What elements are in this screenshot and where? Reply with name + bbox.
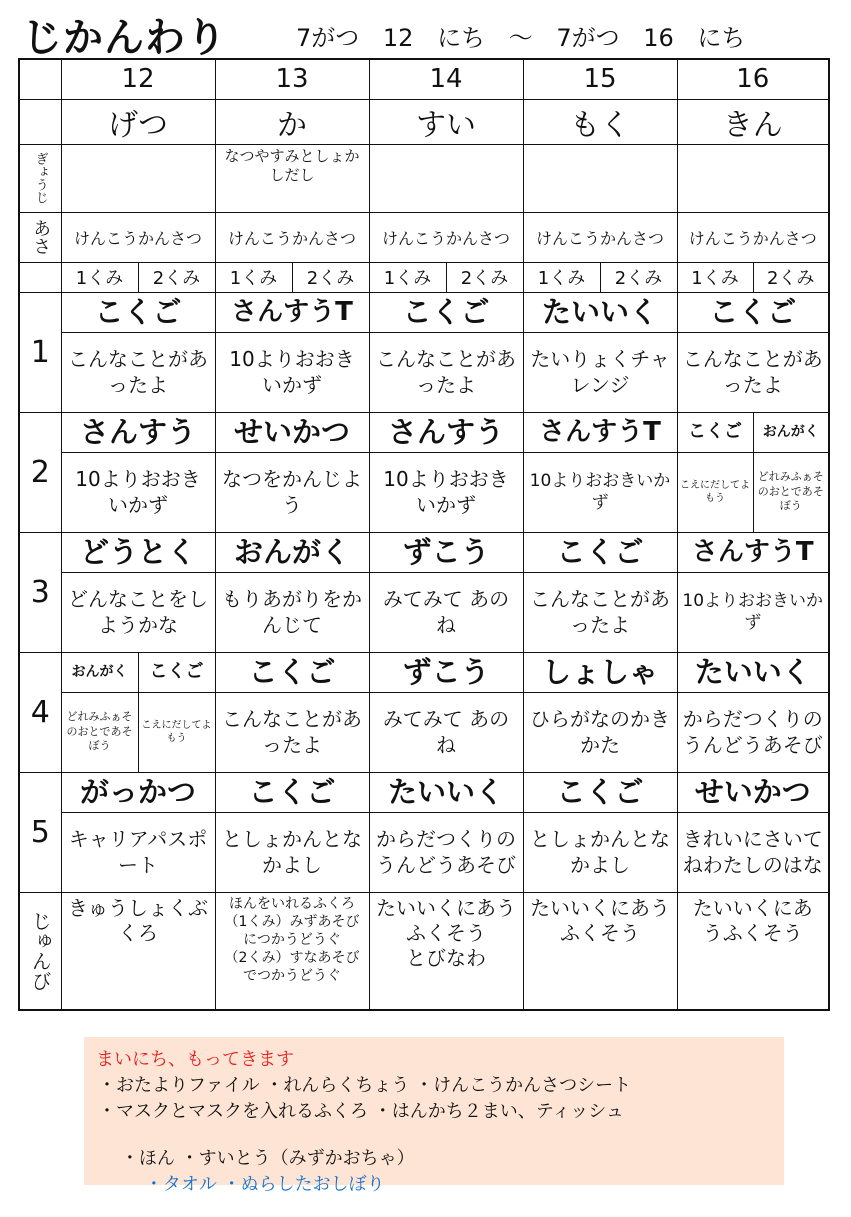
period-3-subject: ずこう (369, 532, 523, 572)
period-3-subject: どうとく (61, 532, 215, 572)
date-range: 7がつ 12 にち ～ 7がつ 16 にち (296, 24, 746, 52)
period-5-subject: こくご (215, 772, 369, 812)
period-5-subject: たいいく (369, 772, 523, 812)
period-3-desc: もりあがりをかんじて (215, 572, 369, 652)
preparation-label-text: じゅんび (28, 910, 53, 991)
preparation-cell-3: たいいくにあうふくそう (523, 892, 677, 1010)
period-1-subject: さんすうT (215, 292, 369, 332)
day-num-3: 15 (523, 59, 677, 99)
events-cell-0 (61, 144, 215, 212)
preparation-cell-1: ほんをいれるふくろ （1くみ）みずあそびにつかうどうぐ （2くみ）すなあそびでつかうどうぐ (215, 892, 369, 1010)
preparation-cell-0: きゅうしょくぶくろ (61, 892, 215, 1010)
class-1-label: 1くみ (61, 262, 138, 292)
period-1-subject: こくご (369, 292, 523, 332)
events-cell-3 (523, 144, 677, 212)
preparation-row (19, 892, 829, 1010)
period-2-subject-split-a: こくご (677, 412, 753, 452)
day-num-1: 13 (215, 59, 369, 99)
class-label (19, 262, 61, 292)
period-4-subject: たいいく (677, 652, 829, 692)
period-4-subject-row (19, 652, 829, 692)
day-name-0: げつ (61, 99, 215, 144)
date-row (19, 59, 829, 99)
period-5-desc: からだつくりのうんどうあそび (369, 812, 523, 892)
events-cell-1: なつやすみとしょかしだし (215, 144, 369, 212)
period-5-desc: としょかんとなかよし (523, 812, 677, 892)
daily-items-notice (84, 1037, 784, 1195)
period-4-desc-row (19, 692, 829, 772)
period-1-desc: たいりょくチャレンジ (523, 332, 677, 412)
weekday-row (19, 99, 829, 144)
notice-line-3-highlight: ・タオル ・ぬらしたおしぼり (144, 1174, 385, 1195)
preparation-label (19, 892, 61, 1010)
events-cell-4 (677, 144, 829, 212)
period-4-subject-split-a: おんがく (61, 652, 138, 692)
day-num-0: 12 (61, 59, 215, 99)
notice-line-1: ・おたよりファイル ・れんらくちょう ・けんこうかんさつシート (98, 1075, 632, 1096)
events-row (19, 144, 829, 212)
period-3-subject: おんがく (215, 532, 369, 572)
morning-row (19, 212, 829, 262)
period-1-desc: こんなことがあったよ (61, 332, 215, 412)
class-1-label: 1くみ (215, 262, 292, 292)
period-3-subject: さんすうT (677, 532, 829, 572)
period-1-subject: こくご (61, 292, 215, 332)
period-2-desc-split-b: どれみふぁそのおとであそぼう (753, 452, 829, 532)
period-5-subject: こくご (523, 772, 677, 812)
day-name-2: すい (369, 99, 523, 144)
class-1-label: 1くみ (523, 262, 600, 292)
period-4-subject: こくご (215, 652, 369, 692)
period-2-desc: 10よりおおきいかず (523, 452, 677, 532)
timetable (18, 58, 830, 1011)
period-3-desc-row (19, 572, 829, 652)
period-4-desc: みてみて あのね (369, 692, 523, 772)
morning-cell-2: けんこうかんさつ (369, 212, 523, 262)
period-1-desc: こんなことがあったよ (369, 332, 523, 412)
class-2-label: 2くみ (138, 262, 215, 292)
day-name-1: か (215, 99, 369, 144)
period-5-desc-row (19, 812, 829, 892)
day-name-4: きん (677, 99, 829, 144)
period-4-desc-split-b: こえにだしてよもう (138, 692, 215, 772)
corner-cell (19, 59, 61, 99)
morning-cell-3: けんこうかんさつ (523, 212, 677, 262)
morning-label (19, 212, 61, 262)
class-1-label: 1くみ (369, 262, 446, 292)
period-1-desc: 10よりおおきいかず (215, 332, 369, 412)
period-2-label: 2 (19, 412, 61, 532)
preparation-cell-4: たいいくにあうふくそう (677, 892, 829, 1010)
period-2-desc-row (19, 452, 829, 532)
period-4-desc-split-a: どれみふぁそのおとであそぼう (61, 692, 138, 772)
period-5-desc: キャリアパスポート (61, 812, 215, 892)
morning-label-text: あさ (30, 219, 52, 255)
period-1-subject: たいいく (523, 292, 677, 332)
period-4-subject: しょしゃ (523, 652, 677, 692)
period-5-desc: としょかんとなかよし (215, 812, 369, 892)
period-3-desc: 10よりおおきいかず (677, 572, 829, 652)
period-3-desc: どんなことをしようかな (61, 572, 215, 652)
period-4-subject: ずこう (369, 652, 523, 692)
class-2-label: 2くみ (446, 262, 523, 292)
notice-heading: まいにち、もってきます (96, 1049, 294, 1070)
class-row (19, 262, 829, 292)
period-5-subject-row (19, 772, 829, 812)
period-1-desc-row (19, 332, 829, 412)
period-4-desc: ひらがなのかきかた (523, 692, 677, 772)
notice-line-3 (98, 1123, 415, 1217)
period-1-desc: こんなことがあったよ (677, 332, 829, 412)
notice-line-2: ・マスクとマスクを入れるふくろ ・はんかち２まい、ティッシュ (98, 1101, 624, 1122)
period-5-subject: がっかつ (61, 772, 215, 812)
period-3-subject: こくご (523, 532, 677, 572)
period-1-label: 1 (19, 292, 61, 412)
period-2-subject: さんすう (61, 412, 215, 452)
period-2-subject-split-b: おんがく (753, 412, 829, 452)
preparation-cell-2: たいいくにあうふくそう とびなわ (369, 892, 523, 1010)
period-3-desc: みてみて あのね (369, 572, 523, 652)
corner-cell-2 (19, 99, 61, 144)
period-2-subject-row (19, 412, 829, 452)
period-2-desc-split-a: こえにだしてよもう (677, 452, 753, 532)
period-1-subject: こくご (677, 292, 829, 332)
class-2-label: 2くみ (600, 262, 677, 292)
period-2-subject: さんすう (369, 412, 523, 452)
period-2-subject: さんすうT (523, 412, 677, 452)
period-2-desc: 10よりおおきいかず (369, 452, 523, 532)
period-3-desc: こんなことがあったよ (523, 572, 677, 652)
day-num-2: 14 (369, 59, 523, 99)
period-3-subject-row (19, 532, 829, 572)
events-label-text: ぎょうじ (32, 152, 48, 204)
morning-cell-1: けんこうかんさつ (215, 212, 369, 262)
morning-cell-0: けんこうかんさつ (61, 212, 215, 262)
notice-line-3-items: ・ほん ・すいとう（みずかおちゃ） (120, 1148, 415, 1169)
period-5-label: 5 (19, 772, 61, 892)
period-4-subject-split-b: こくご (138, 652, 215, 692)
day-name-3: もく (523, 99, 677, 144)
period-3-label: 3 (19, 532, 61, 652)
day-num-4: 16 (677, 59, 829, 99)
period-4-desc: からだつくりのうんどうあそび (677, 692, 829, 772)
period-2-desc: 10よりおおきいかず (61, 452, 215, 532)
page-title: じかんわり (22, 15, 227, 61)
events-label (19, 144, 61, 212)
period-1-subject-row (19, 292, 829, 332)
period-5-subject: せいかつ (677, 772, 829, 812)
class-2-label: 2くみ (753, 262, 829, 292)
period-2-desc: なつをかんじよう (215, 452, 369, 532)
period-5-desc: きれいにさいてねわたしのはな (677, 812, 829, 892)
class-2-label: 2くみ (292, 262, 369, 292)
period-4-label: 4 (19, 652, 61, 772)
morning-cell-4: けんこうかんさつ (677, 212, 829, 262)
period-4-desc: こんなことがあったよ (215, 692, 369, 772)
events-cell-2 (369, 144, 523, 212)
class-1-label: 1くみ (677, 262, 753, 292)
period-2-subject: せいかつ (215, 412, 369, 452)
